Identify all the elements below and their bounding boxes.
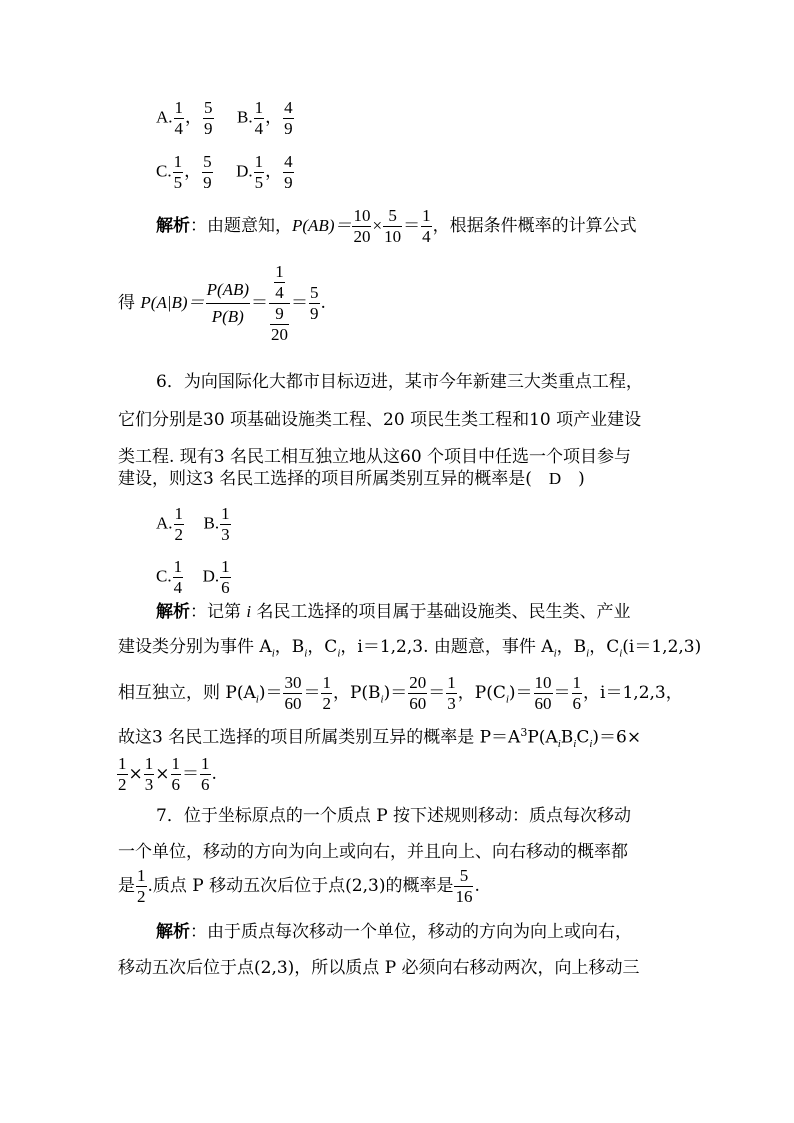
q7-stem-line2: 一个单位，移动的方向为向上或向右，并且向上、向右移动的概率都: [118, 842, 628, 862]
q5-analysis-line1: 解析：由题意知，P(AB)＝ $\frac{10}{20}$ × $\frac{5}{10}$ ＝ $\frac{1}{4}$ ，根据条件概率的计算公式: [156, 206, 637, 246]
q5-analysis-line2: 得 P(A|B)＝ $\frac{P(AB)}{P(B)}$ ＝ $\frac{\frac{1}{4}}{\frac{9}{20}}$ ＝ $\frac{5}{9}$ .: [118, 262, 326, 344]
fraction: $\frac{1}{6}$: [171, 754, 180, 794]
fraction: $\frac{1}{4}$: [174, 98, 184, 138]
fraction: $\frac{5}{9}$: [310, 283, 319, 323]
q6-analysis-line4: 故这3 名民工选择的项目所属类别互异的概率是 $P=A^3P(A_iB_iC_i)=6\times$: [118, 726, 642, 751]
fraction: $\frac{1}{2}$: [137, 866, 146, 906]
q6-options-cd: C. $\frac{1}{4}$ D. $\frac{1}{6}$: [156, 557, 230, 597]
q7-stem-line3: 是 $\frac{1}{2}$ .质点 P 移动五次后位于点(2,3)的概率是 $\frac{5}{16}$ .: [118, 866, 480, 906]
q6-analysis-line1: 解析：记第 i 名民工选择的项目属于基础设施类、民生类、产业: [156, 602, 631, 622]
fraction: $\frac{1}{4}$: [254, 98, 264, 138]
q6-stem-line4: 建设，则这3 名民工选择的项目所属类别互异的概率是( D ): [118, 469, 585, 489]
fraction: $\frac{30}{60}$: [284, 673, 302, 713]
option-label: D.: [236, 161, 253, 181]
q6-stem-line3: 类工程. 现有3 名民工相互独立地从这60 个项目中任选一个项目参与: [118, 447, 632, 467]
fraction: $\frac{1}{6}$: [201, 754, 210, 794]
fraction: $\frac{5}{16}$: [455, 866, 473, 906]
fraction: $\frac{1}{2}$: [322, 673, 331, 713]
q5-options-cd: C. $\frac{1}{5}$ ， $\frac{5}{9}$ D. $\frac{1}{5}$ ， $\frac{4}{9}$: [156, 152, 293, 192]
fraction: $\frac{5}{9}$: [204, 98, 213, 138]
q6-analysis-line2: 建设类分别为事件 $A_i$，$B_i$，$C_i$，i＝1,2,3. 由题意，事件 $A_i$，$B_i$，$C_i(i=1,2,3)$: [118, 637, 702, 660]
fraction: $\frac{1}{3}$: [447, 673, 456, 713]
fraction: $\frac{10}{20}$: [353, 206, 371, 246]
fraction: $\frac{4}{9}$: [284, 98, 293, 138]
fraction: $\frac{1}{5}$: [254, 152, 264, 192]
answer: D: [548, 469, 562, 488]
analysis-label: 解析: [156, 216, 190, 236]
fraction: $\frac{1}{5}$: [173, 152, 183, 192]
fraction: $\frac{5}{9}$: [203, 152, 212, 192]
fraction: $\frac{1}{4}$: [422, 206, 431, 246]
fraction: $\frac{20}{60}$: [409, 673, 427, 713]
q7-stem-line1: 7．位于坐标原点的一个质点 P 按下述规则移动：质点每次移动: [156, 806, 632, 826]
q6-options-ab: A. $\frac{1}{2}$ B. $\frac{1}{3}$: [156, 504, 230, 544]
fraction: $\frac{5}{10}$: [384, 206, 402, 246]
q6-stem-line2: 它们分别是30 项基础设施类工程、20 项民生类工程和10 项产业建设: [118, 410, 642, 430]
option-label: C.: [156, 161, 172, 181]
fraction: $\frac{1}{2}$: [118, 754, 127, 794]
option-label: B.: [237, 107, 253, 127]
q6-analysis-line3: 相互独立，则 $P(A_i)=$ $\frac{30}{60}$ ＝ $\frac{1}{2}$ ，$P(B_i)=$ $\frac{20}{60}$ ＝ $\frac{1}{3}$ ，$P(C_i)=$ $\frac{10}{60}$ ＝ $\frac{1}{6}$ ，i＝1,2,3，: [118, 673, 683, 713]
q7-analysis-line2: 移动五次后位于点(2,3)，所以质点 P 必须向右移动两次，向上移动三: [118, 958, 640, 978]
fraction: $\frac{1}{6}$: [572, 673, 582, 713]
fraction: $\frac{1}{3}$: [144, 754, 154, 794]
fraction: $\frac{1}{6}$: [221, 557, 230, 597]
fraction: $\frac{4}{9}$: [284, 152, 293, 192]
option-label: A.: [156, 107, 173, 127]
fraction: $\frac{1}{3}$: [221, 504, 230, 544]
fraction: $\frac{1}{4}$: [173, 557, 183, 597]
fraction: $\frac{10}{60}$: [534, 673, 552, 713]
q5-options-ab: A. $\frac{1}{4}$ ， $\frac{5}{9}$ B. $\frac{1}{4}$ ， $\frac{4}{9}$: [156, 98, 293, 138]
nested-fraction: $\frac{\frac{1}{4}}{\frac{9}{20}}$: [271, 262, 289, 344]
fraction: $\frac{1}{2}$: [174, 504, 184, 544]
q7-analysis-line1: 解析：由于质点每次移动一个单位，移动的方向为向上或向右，: [156, 922, 632, 942]
q6-stem-line1: 6．为向国际化大都市目标迈进，某市今年新建三大类重点工程，: [156, 372, 643, 392]
q6-analysis-line5: $\frac{1}{2}$ × $\frac{1}{3}$ × $\frac{1}{6}$ ＝ $\frac{1}{6}$ .: [118, 754, 217, 794]
fraction: $\frac{P(AB)}{P(B)}$: [206, 277, 250, 330]
